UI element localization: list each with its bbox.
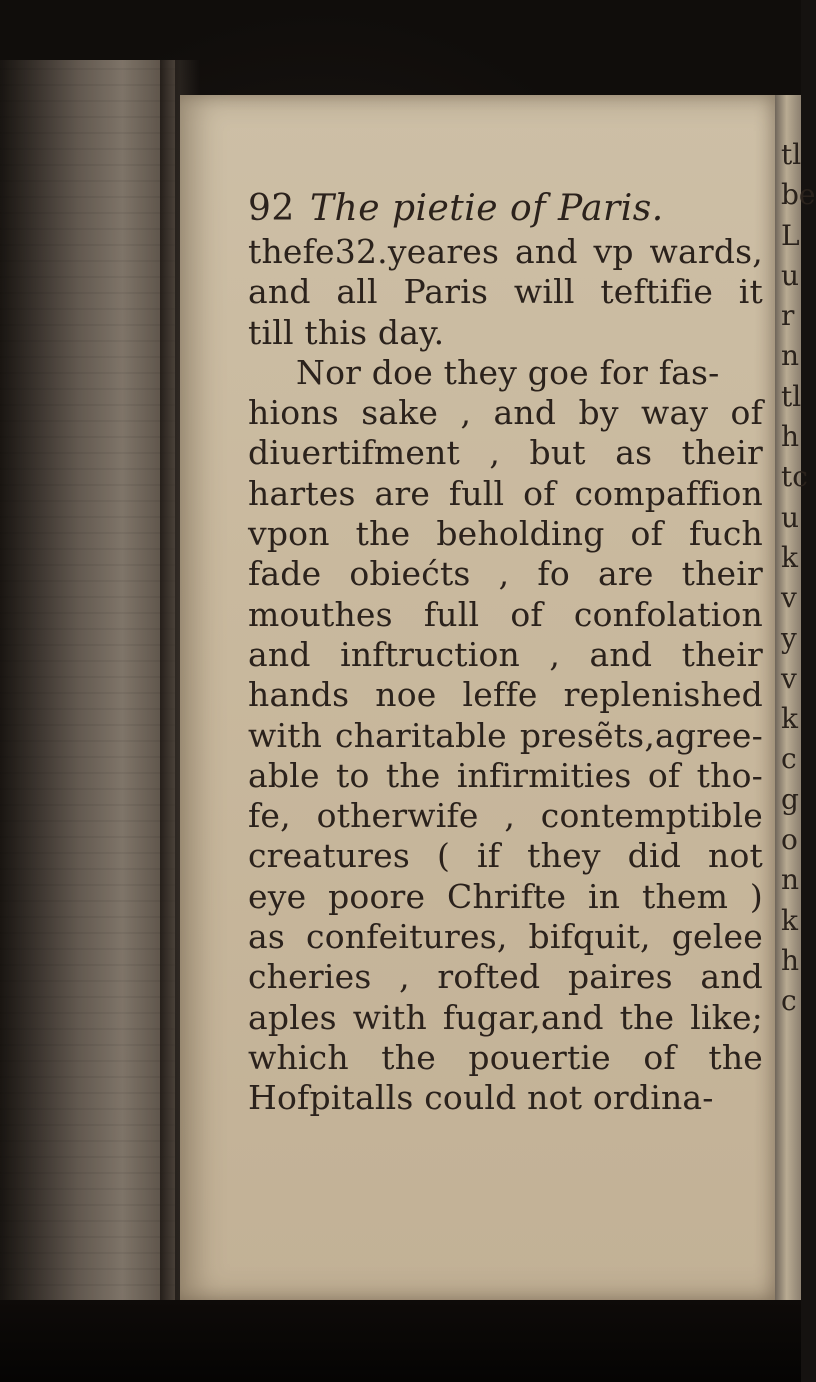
edge-letter: c [781, 742, 797, 776]
text-line: hands noe leffe replenished [248, 675, 763, 715]
text-line: able to the infirmities of tho- [248, 755, 763, 795]
edge-letter: v [781, 581, 797, 615]
edge-letter: be [781, 178, 816, 212]
text-line: till this day. [248, 312, 445, 352]
edge-letter: u [781, 258, 800, 292]
edge-letter: L [781, 218, 800, 252]
edge-letter: tl [781, 379, 802, 413]
text-line: mouthes full of confolation [248, 594, 763, 634]
edge-letter: h [781, 943, 800, 977]
text-line: vpon the beholding of fuch [248, 514, 763, 554]
edge-letter: n [781, 339, 800, 373]
text-lines [248, 232, 763, 1119]
text-line: fe, otherwife , contemptible [248, 796, 763, 836]
text-line: diuertifment , but as their [248, 433, 763, 473]
edge-letter: o [781, 823, 798, 857]
page-number: 92 [248, 188, 295, 229]
facing-page-letters [781, 135, 816, 1022]
text-line: hions sake , and by way of [248, 393, 763, 433]
text-line: fade obiećts , fo are their [248, 554, 763, 594]
text-line: cheries , rofted paires and [248, 957, 763, 997]
text-line: as confeitures, bifquit, gelee [248, 917, 763, 957]
page-text [248, 186, 763, 1119]
text-line: aples with fugar,and the like; [248, 997, 763, 1037]
edge-letter: k [781, 540, 798, 574]
edge-letter: g [781, 782, 799, 816]
text-line: Hofpitalls could not ordina- [248, 1078, 714, 1118]
text-line: with charitable presẽts,agree- [248, 715, 763, 755]
text-line: thefe32.yeares and vp wards, [248, 232, 763, 271]
text-line: which the pouertie of the [248, 1037, 763, 1077]
edge-letter: c [781, 984, 797, 1018]
edge-letter: h [781, 420, 800, 454]
edge-letter: k [781, 903, 798, 937]
edge-letter: tc [781, 460, 808, 494]
text-line: eye poore Chrifte in them ) [248, 876, 763, 916]
running-header [248, 186, 763, 232]
text-line: and all Paris will teftifie it [248, 272, 763, 312]
edge-letter: n [781, 863, 800, 897]
text-line: and inftruction , and their [248, 634, 763, 674]
running-title: The pietie of Paris. [310, 188, 664, 229]
text-line: creatures ( if they did not [248, 836, 763, 876]
left-page-stack [0, 60, 175, 1300]
edge-letter: u [781, 500, 800, 534]
edge-letter: y [781, 621, 797, 655]
text-line: Nor doe they goe for fas- [296, 352, 720, 392]
text-line: hartes are full of compaffion [248, 473, 763, 513]
table-shadow [0, 1300, 801, 1382]
edge-letter: r [781, 299, 795, 333]
edge-letter: tl [781, 138, 802, 171]
edge-letter: v [781, 661, 797, 695]
edge-letter: k [781, 702, 798, 736]
